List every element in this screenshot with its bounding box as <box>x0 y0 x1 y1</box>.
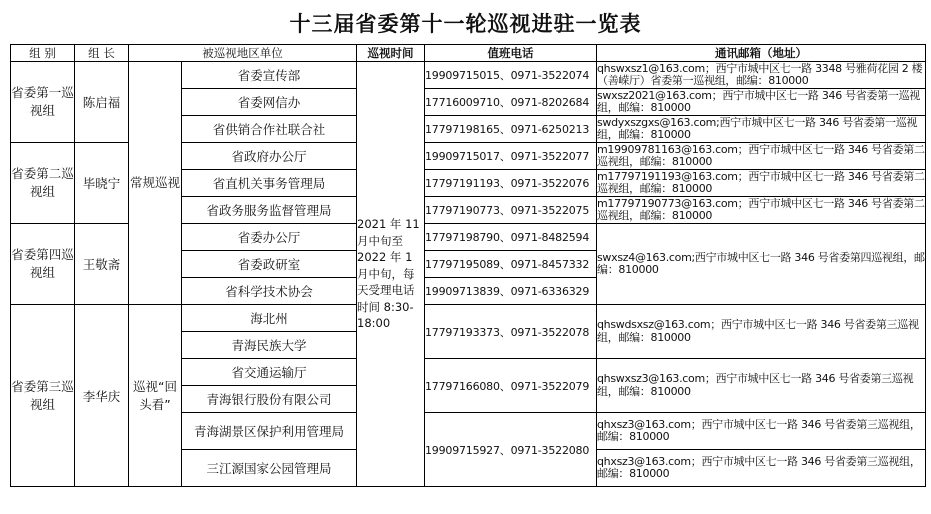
unit-name: 省交通运输厅 <box>182 359 357 386</box>
contact-email: swxsz2021@163.com；西宁市城中区七一路 346 号省委第一巡视组，邮编：810000 <box>597 89 926 116</box>
group-name: 省委第一巡视组 <box>11 62 75 143</box>
unit-name: 省委宣传部 <box>182 62 357 89</box>
duty-phone: 19909715927、0971-3522080 <box>425 413 597 487</box>
unit-name: 青海民族大学 <box>182 332 357 359</box>
unit-name: 省政务服务监督管理局 <box>182 197 357 224</box>
duty-phone: 17797190773、0971-3522075 <box>425 197 597 224</box>
header-time: 巡视时间 <box>357 45 425 62</box>
page-title: 十三届省委第十一轮巡视进驻一览表 <box>289 11 642 36</box>
unit-name: 省委办公厅 <box>182 224 357 251</box>
header-phone: 值班电话 <box>425 45 597 62</box>
group-leader: 李华庆 <box>75 305 129 487</box>
duty-phone: 17797191193、0971-3522076 <box>425 170 597 197</box>
group-leader: 毕晓宁 <box>75 143 129 224</box>
unit-name: 青海湖景区保护利用管理局 <box>182 413 357 450</box>
duty-phone: 17797166080、0971-3522079 <box>425 359 597 413</box>
header-email: 通讯邮箱（地址） <box>597 45 926 62</box>
contact-email: qhxsz3@163.com；西宁市城中区七一路 346 号省委第三巡视组，邮编：810000 <box>597 450 926 487</box>
unit-name: 三江源国家公园管理局 <box>182 450 357 487</box>
contact-email: m17797191193@163.com；西宁市城中区七一路 346 号省委第二巡视组，邮编：810000 <box>597 169 925 195</box>
duty-phone: 17797198165、0971-6250213 <box>425 116 597 143</box>
duty-phone: 19909713839、0971-6336329 <box>425 278 597 305</box>
contact-email: qhswxsz3@163.com；西宁市城中区七一路 346 号省委第三巡视组，邮编：810000 <box>597 359 926 413</box>
header-row <box>11 45 926 62</box>
inspection-time: 2021 年 11 月中旬至 2022 年 1 月中旬，每天受理电话时间 8:30-18:00 <box>357 62 425 487</box>
unit-name: 省科学技术协会 <box>182 278 357 305</box>
contact-email: qhswdsxsz@163.com；西宁市城中区七一路 346 号省委第三巡视组，邮编：810000 <box>597 305 926 359</box>
inspection-type: 常规巡视 <box>129 62 182 305</box>
contact-email: m19909781163@163.com；西宁市城中区七一路 346 号省委第二巡视组，邮编：810000 <box>597 142 925 168</box>
duty-phone: 17797198790、0971-8482594 <box>425 224 597 251</box>
contact-email: qhswxsz1@163.com；西宁市城中区七一路 3348 号雅荷花园 2 楼（善嵘厅）省委第一巡视组，邮编：810000 <box>597 62 926 89</box>
table-row <box>11 305 926 332</box>
header-unit: 被巡视地区单位 <box>129 45 357 62</box>
unit-name: 省委网信办 <box>182 89 357 116</box>
unit-name: 海北州 <box>182 305 357 332</box>
group-name: 省委第二巡视组 <box>11 143 75 224</box>
header-leader: 组 长 <box>75 45 129 62</box>
contact-email: qhxsz3@163.com；西宁市城中区七一路 346 号省委第三巡视组，邮编：810000 <box>597 413 926 450</box>
unit-name: 青海银行股份有限公司 <box>182 386 357 413</box>
duty-phone: 19909715017、0971-3522077 <box>425 143 597 170</box>
inspection-table <box>10 44 926 487</box>
unit-name: 省直机关事务管理局 <box>182 170 357 197</box>
duty-phone: 17797193373、0971-3522078 <box>425 305 597 359</box>
duty-phone: 17716009710、0971-8202684 <box>425 89 597 116</box>
contact-email: m17797190773@163.com；西宁市城中区七一路 346 号省委第二巡视组，邮编：810000 <box>597 196 925 222</box>
duty-phone: 19909715015、0971-3522074 <box>425 62 597 89</box>
header-group: 组 别 <box>11 45 75 62</box>
table-row <box>11 62 926 89</box>
group-leader: 王敬斋 <box>75 224 129 305</box>
unit-name: 省供销合作社联合社 <box>182 116 357 143</box>
group-name: 省委第三巡视组 <box>11 305 75 487</box>
unit-name: 省政府办公厅 <box>182 143 357 170</box>
inspection-type: 巡视“回头看” <box>129 305 182 487</box>
contact-email: swdyxszgxs@163.com;西宁市城中区七一路 346 号省委第一巡视组，邮编：810000 <box>597 116 926 143</box>
group-leader: 陈启福 <box>75 62 129 143</box>
contact-email: swxsz4@163.com;西宁市城中区七一路 346 号省委第四巡视组，邮编：810000 <box>597 224 926 305</box>
duty-phone: 17797195089、0971-8457332 <box>425 251 597 278</box>
group-name: 省委第四巡视组 <box>11 224 75 305</box>
unit-name: 省委政研室 <box>182 251 357 278</box>
